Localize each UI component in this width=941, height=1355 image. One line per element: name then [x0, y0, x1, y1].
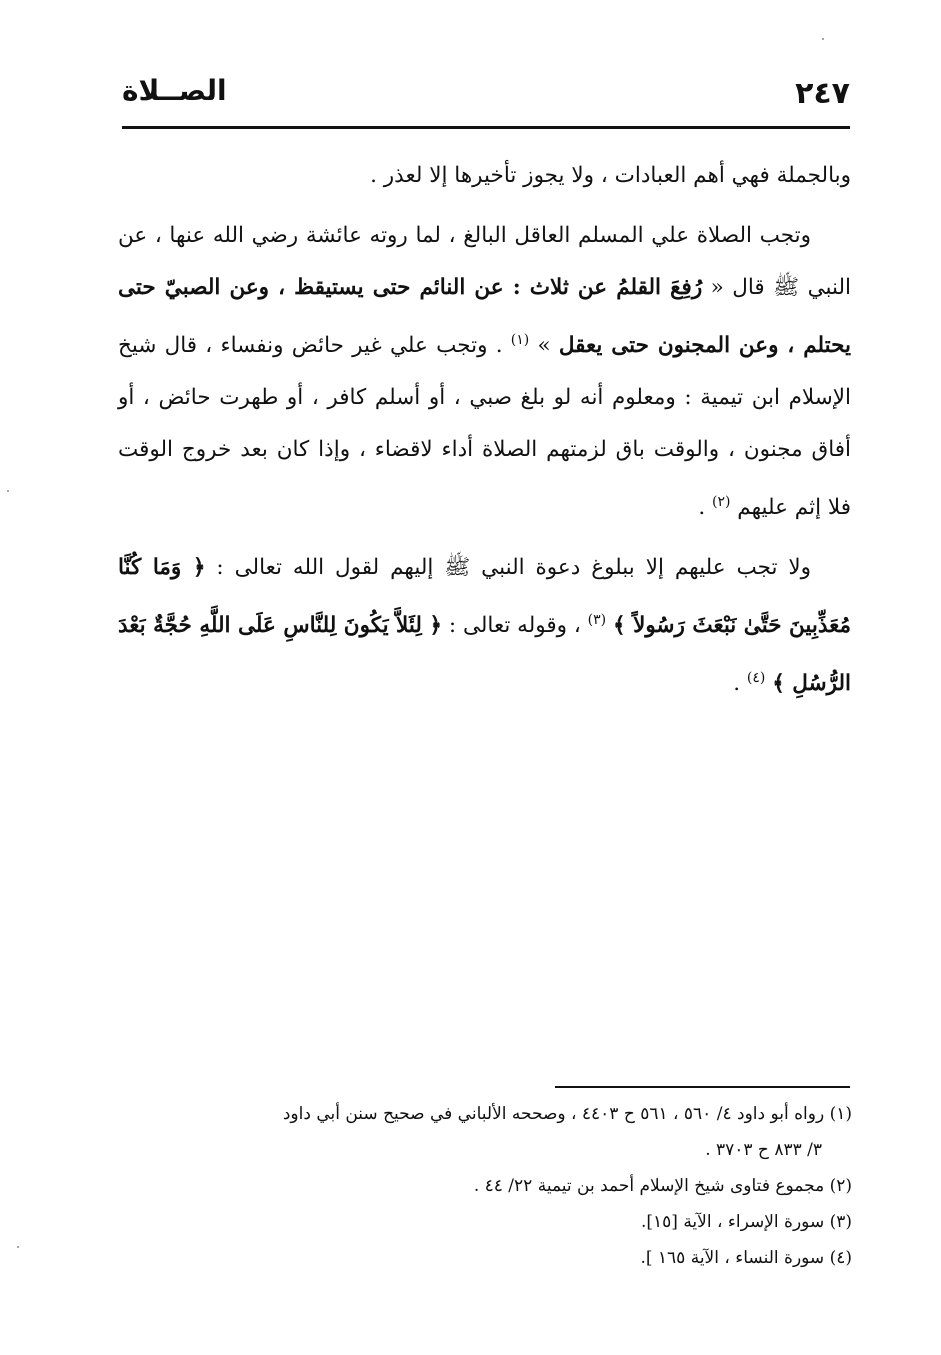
footnote-1-line-1: (١) رواه أبو داود ٤/ ٥٦٠ ، ٥٦١ ح ٤٤٠٣ ، وصححه الألباني في صحيح سنن أبي داود — [282, 1104, 852, 1124]
running-title: الصــلاة — [122, 74, 227, 107]
paragraph-2-text-c: . وتجب علي غير حائض ونفساء ، قال شيخ الإسلام ابن تيمية : ومعلوم أنه لو بلغ صبي ، أو أسلم كافر ، أو طهرت حائض ، أو أفاق مجنون ، والوقت باق لزمتهم الصلاة أداء لاقضاء ، وإذا كان بعد خروج الوقت فلا إثم عليهم — [118, 333, 851, 521]
paragraph-1 — [118, 150, 851, 202]
hadith-quote: رُفِعَ القلمُ عن ثلاث : عن النائم حتى يستيقظ ، وعن الصبيّ حتى يحتلم ، وعن المجنون حتى يعقل — [118, 275, 851, 359]
quran-verse-2: ﴿ لِئَلاَّ يَكُونَ لِلنَّاسِ عَلَى اللَّهِ حُجَّةٌ بَعْدَ الرُّسُلِ ﴾ — [118, 613, 851, 697]
page-header — [122, 70, 850, 124]
quran-verse-1: ﴿ وَمَا كُنَّا مُعَذِّبِينَ حَتَّىٰ نَبْعَثَ رَسُولاً ﴾ — [118, 555, 851, 639]
footnote-4-text: (٤) سورة النساء ، الآية ١٦٥ ]. — [640, 1248, 852, 1268]
scan-speck — [17, 1246, 19, 1248]
paragraph-3-text-c: . — [733, 671, 747, 697]
footnote-marker-1[interactable]: (١) — [510, 332, 530, 348]
footnote-marker-3[interactable]: (٣) — [587, 612, 607, 629]
paragraph-3-text-b: ، وقوله تعالى : — [442, 613, 588, 639]
footnote-2-text: (٢) مجموع فتاوى شيخ الإسلام أحمد بن تيمية ٢٢/ ٤٤ . — [473, 1176, 852, 1196]
paragraph-2-text-b: » — [529, 333, 559, 359]
header-rule — [122, 126, 850, 129]
paragraph-1-text: وبالجملة فهي أهم العبادات ، ولا يجوز تأخيرها إلا لعذر . — [370, 163, 851, 188]
paragraph-3-text-a: ولا تجب عليهم إلا ببلوغ دعوة النبي ﷺ إليهم لقول الله تعالى : — [205, 555, 812, 581]
footnote-1-line-2: ٣/ ٨٣٣ ح ٣٧٠٣ . — [705, 1140, 822, 1160]
paragraph-2 — [118, 210, 851, 534]
footnote-rule — [555, 1086, 850, 1088]
footnotes — [100, 1096, 852, 1276]
footnote-3 — [100, 1204, 852, 1240]
paragraph-2-text-d: . — [698, 495, 712, 521]
scan-speck — [7, 490, 9, 492]
footnote-1 — [100, 1096, 852, 1168]
footnote-4 — [100, 1240, 852, 1276]
page-number: ٢٤٧ — [795, 76, 850, 111]
scan-speck — [822, 38, 824, 40]
footnote-marker-2[interactable]: (٢) — [712, 494, 731, 511]
paragraph-3 — [118, 542, 851, 710]
footnote-marker-4[interactable]: (٤) — [746, 670, 766, 687]
main-text — [118, 150, 851, 711]
footnote-3-text: (٣) سورة الإسراء ، الآية [١٥]. — [640, 1212, 852, 1232]
paragraph-2-text-a: وتجب الصلاة علي المسلم العاقل البالغ ، لما روته عائشة رضي الله عنها ، عن النبي ﷺ قال « — [118, 223, 851, 300]
footnote-2 — [100, 1168, 852, 1204]
